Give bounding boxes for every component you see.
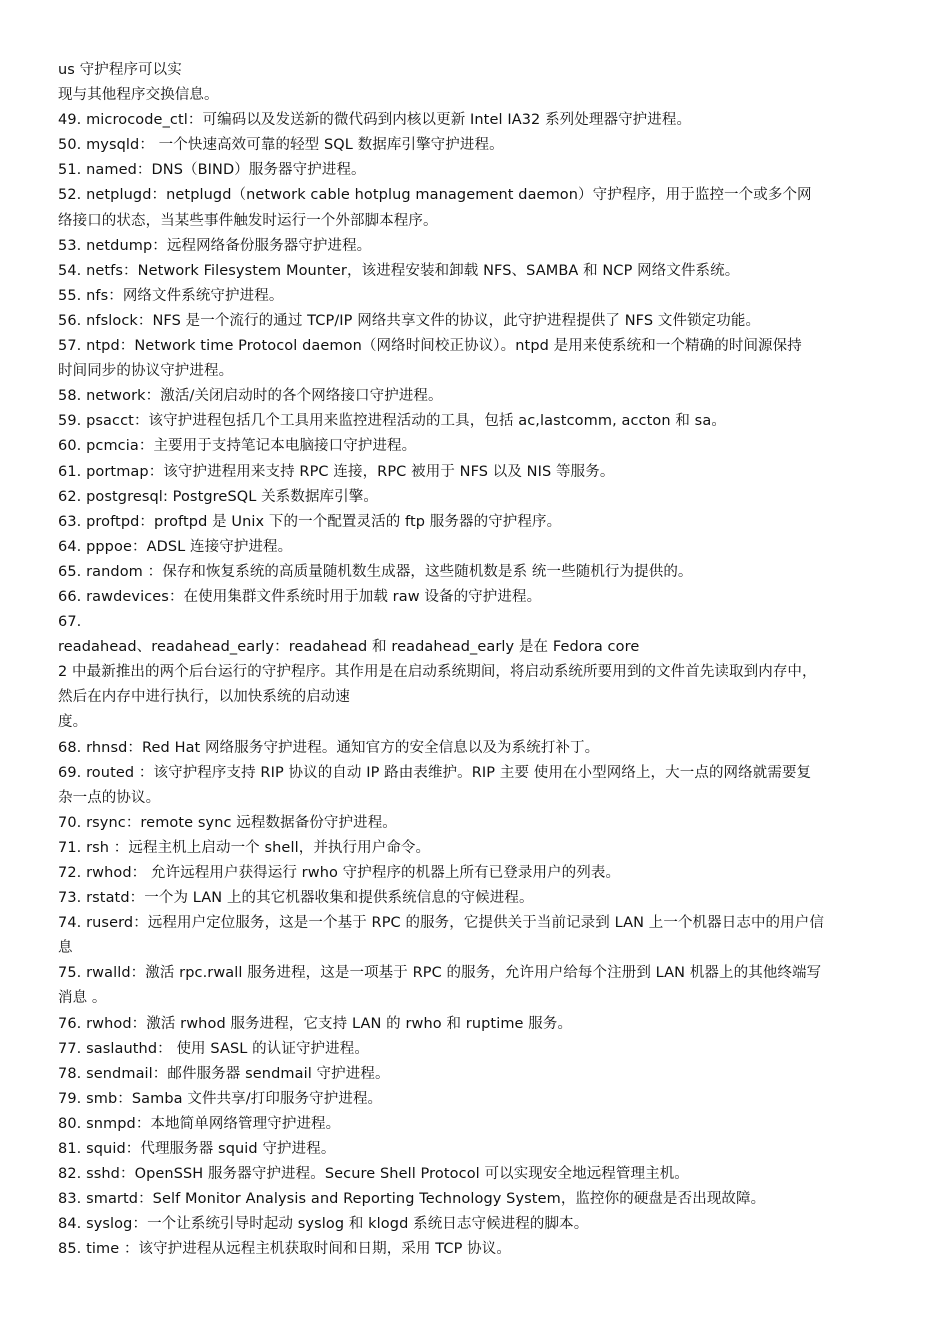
list-item-60: 60. pcmcia：主要用于支持笔记本电脑接口守护进程。	[58, 438, 417, 455]
document-page	[58, 58, 898, 1263]
list-item-70: 70. rsync：remote sync 远程数据备份守护进程。	[58, 814, 397, 831]
list-item-52: 52. netplugd：netplugd（network cable hotplug management daemon）守护程序，用于监控一个或多个网	[58, 187, 812, 204]
list-item-58: 58. network：激活/关闭启动时的各个网络接口守护进程。	[58, 388, 443, 405]
list-item-55: 55. nfs：网络文件系统守护进程。	[58, 287, 284, 304]
text-line: us 守护程序可以实	[58, 62, 182, 78]
list-item-57: 57. ntpd：Network time Protocol daemon（网络时间校正协议）。ntpd 是用来使系统和一个精确的时间源保持	[58, 338, 802, 355]
list-item-61: 61. portmap：该守护进程用来支持 RPC 连接，RPC 被用于 NFS 以及 NIS 等服务。	[58, 463, 615, 480]
list-item-63: 63. proftpd：proftpd 是 Unix 下的一个配置灵活的 ftp 服务器的守护程序。	[58, 513, 562, 530]
list-item-62: 62. postgresql: PostgreSQL 关系数据库引擎。	[58, 488, 378, 505]
list-item-75-continued: 消息 。	[58, 990, 107, 1007]
list-item-74-continued: 息	[58, 940, 73, 957]
list-item-71: 71. rsh ：远程主机上启动一个 shell，并执行用户命令。	[58, 839, 431, 856]
list-item-74: 74. ruserd：远程用户定位服务，这是一个基于 RPC 的服务，它提供关于当前记录到 LAN 上一个机器日志中的用户信	[58, 915, 824, 932]
list-item-69-continued: 杂一点的协议。	[58, 789, 161, 806]
text-line: 现与其他程序交换信息。	[58, 87, 219, 104]
list-item-75: 75. rwalld：激活 rpc.rwall 服务进程，这是一项基于 RPC 的服务，允许用户给每个注册到 LAN 机器上的其他终端写	[58, 965, 822, 982]
list-item-83: 83. smartd：Self Monitor Analysis and Reporting Technology System，监控你的硬盘是否出现故障。	[58, 1191, 766, 1208]
list-item-49: 49. microcode_ctl：可编码以及发送新的微代码到内核以更新 Intel IA32 系列处理器守护进程。	[58, 112, 692, 129]
list-item-67: 67.	[58, 614, 82, 631]
list-item-67-continued: readahead、readahead_early：readahead 和 readahead_early 是在 Fedora core	[58, 639, 640, 656]
list-item-50: 50. mysqld： 一个快速高效可靠的轻型 SQL 数据库引擎守护进程。	[58, 137, 504, 154]
list-item-80: 80. snmpd：本地简单网络管理守护进程。	[58, 1115, 341, 1132]
list-item-79: 79. smb：Samba 文件共享/打印服务守护进程。	[58, 1090, 383, 1107]
list-item-78: 78. sendmail：邮件服务器 sendmail 守护进程。	[58, 1065, 390, 1082]
list-item-64: 64. pppoe：ADSL 连接守护进程。	[58, 538, 293, 555]
list-item-73: 73. rstatd：一个为 LAN 上的其它机器收集和提供系统信息的守候进程。	[58, 890, 534, 907]
list-item-84: 84. syslog：一个让系统引导时起动 syslog 和 klogd 系统日志守候进程的脚本。	[58, 1216, 589, 1233]
list-item-85: 85. time ：该守护进程从远程主机获取时间和日期，采用 TCP 协议。	[58, 1241, 511, 1258]
list-item-82: 82. sshd：OpenSSH 服务器守护进程。Secure Shell Protocol 可以实现安全地远程管理主机。	[58, 1166, 689, 1183]
list-item-51: 51. named：DNS（BIND）服务器守护进程。	[58, 162, 366, 179]
list-item-69: 69. routed ：该守护程序支持 RIP 协议的自动 IP 路由表维护。RIP 主要 使用在小型网络上，大一点的网络就需要复	[58, 764, 812, 781]
list-item-81: 81. squid：代理服务器 squid 守护进程。	[58, 1141, 336, 1158]
list-item-57-continued: 时间同步的协议守护进程。	[58, 363, 234, 380]
list-item-67-continued: 2 中最新推出的两个后台运行的守护程序。其作用是在启动系统期间，将启动系统所要用到的文件首先读取到内存中，	[58, 664, 817, 681]
list-item-56: 56. nfslock：NFS 是一个流行的通过 TCP/IP 网络共享文件的协议，此守护进程提供了 NFS 文件锁定功能。	[58, 312, 761, 329]
list-item-65: 65. random ：保存和恢复系统的高质量随机数生成器，这些随机数是系 统一些随机行为提供的。	[58, 563, 693, 580]
list-item-67-continued: 度。	[58, 714, 88, 731]
list-item-54: 54. netfs：Network Filesystem Mounter，该进程安装和卸载 NFS、SAMBA 和 NCP 网络文件系统。	[58, 262, 740, 279]
list-item-68: 68. rhnsd：Red Hat 网络服务守护进程。通知官方的安全信息以及为系统打补丁。	[58, 739, 600, 756]
list-item-77: 77. saslauthd： 使用 SASL 的认证守护进程。	[58, 1040, 369, 1057]
list-item-53: 53. netdump：远程网络备份服务器守护进程。	[58, 237, 372, 254]
list-item-59: 59. psacct：该守护进程包括几个工具用来监控进程活动的工具，包括 ac,lastcomm, accton 和 sa。	[58, 413, 726, 430]
list-item-52-continued: 络接口的状态，当某些事件触发时运行一个外部脚本程序。	[58, 212, 438, 229]
list-item-72: 72. rwhod： 允许远程用户获得运行 rwho 守护程序的机器上所有已登录用户的列表。	[58, 865, 621, 881]
list-item-67-continued: 然后在内存中进行执行，以加快系统的启动速	[58, 689, 350, 706]
list-item-76: 76. rwhod：激活 rwhod 服务进程，它支持 LAN 的 rwho 和 ruptime 服务。	[58, 1015, 573, 1032]
list-item-66: 66. rawdevices：在使用集群文件系统时用于加载 raw 设备的守护进程。	[58, 588, 542, 605]
